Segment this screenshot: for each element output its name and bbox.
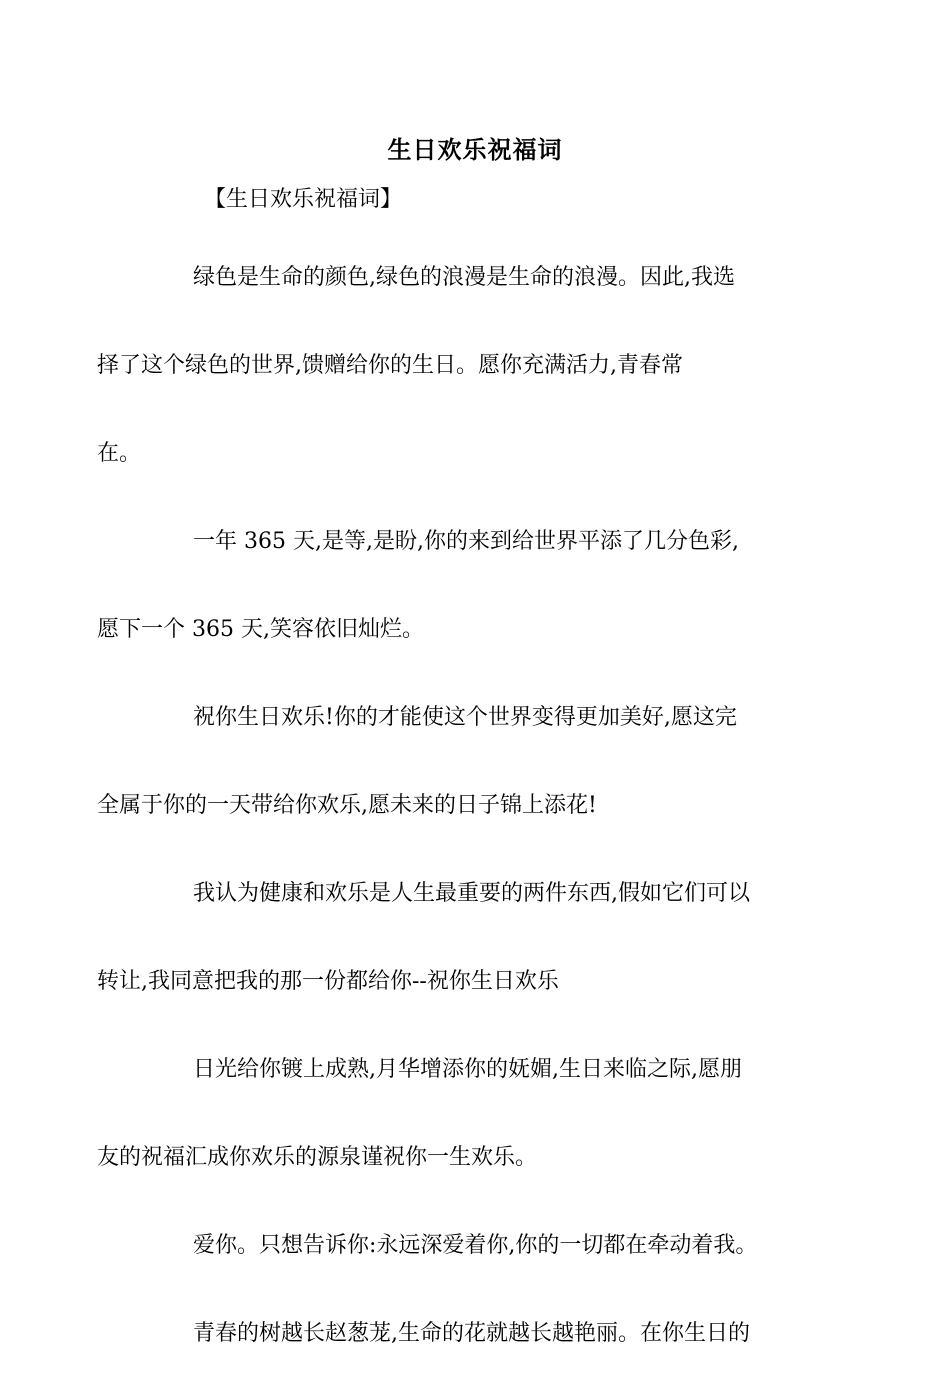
paragraph-line: 青春的树越长赵葱茏,生命的花就越长越艳丽。在你生日的 xyxy=(193,1321,750,1346)
paragraph-line: 祝你生日欢乐!你的才能使这个世界变得更加美好,愿这完 xyxy=(193,705,737,730)
paragraph-line: 择了这个绿色的世界,馈赠给你的生日。愿你充满活力,青春常 xyxy=(97,353,683,378)
paragraph-6 xyxy=(145,1223,810,1311)
paragraph-line: 转让,我同意把我的那一份都给你--祝你生日欢乐 xyxy=(97,969,559,994)
paragraph-line: 一年 365 天,是等,是盼,你的来到给世界平添了几分色彩, xyxy=(193,529,739,554)
paragraph-line: 爱你。只想告诉你:永远深爱着你,你的一切都在牵动着我。 xyxy=(193,1233,758,1258)
paragraph-line: 全属于你的一天带给你欢乐,愿未来的日子锦上添花! xyxy=(97,793,597,818)
paragraph-line: 我认为健康和欢乐是人生最重要的两件东西,假如它们可以 xyxy=(193,881,750,906)
paragraph-5 xyxy=(97,1047,810,1223)
document-title: 生日欢乐祝福词 xyxy=(387,135,563,164)
paragraph-line: 愿下一个 365 天,笑容依旧灿烂。 xyxy=(97,617,424,642)
document-subtitle: 【生日欢乐祝福词】 xyxy=(204,187,403,212)
paragraph-4 xyxy=(97,871,810,1047)
document-body xyxy=(97,255,810,1399)
paragraph-3 xyxy=(97,695,810,871)
paragraph-line: 友的祝福汇成你欢乐的源泉谨祝你一生欢乐。 xyxy=(97,1145,538,1170)
paragraph-7 xyxy=(145,1311,810,1399)
paragraph-2 xyxy=(97,519,810,695)
paragraph-1 xyxy=(97,255,810,519)
paragraph-line: 在。 xyxy=(97,441,142,466)
paragraph-line: 绿色是生命的颜色,绿色的浪漫是生命的浪漫。因此,我选 xyxy=(193,265,735,290)
paragraph-line: 日光给你镀上成熟,月华增添你的妩媚,生日来临之际,愿朋 xyxy=(193,1057,742,1082)
